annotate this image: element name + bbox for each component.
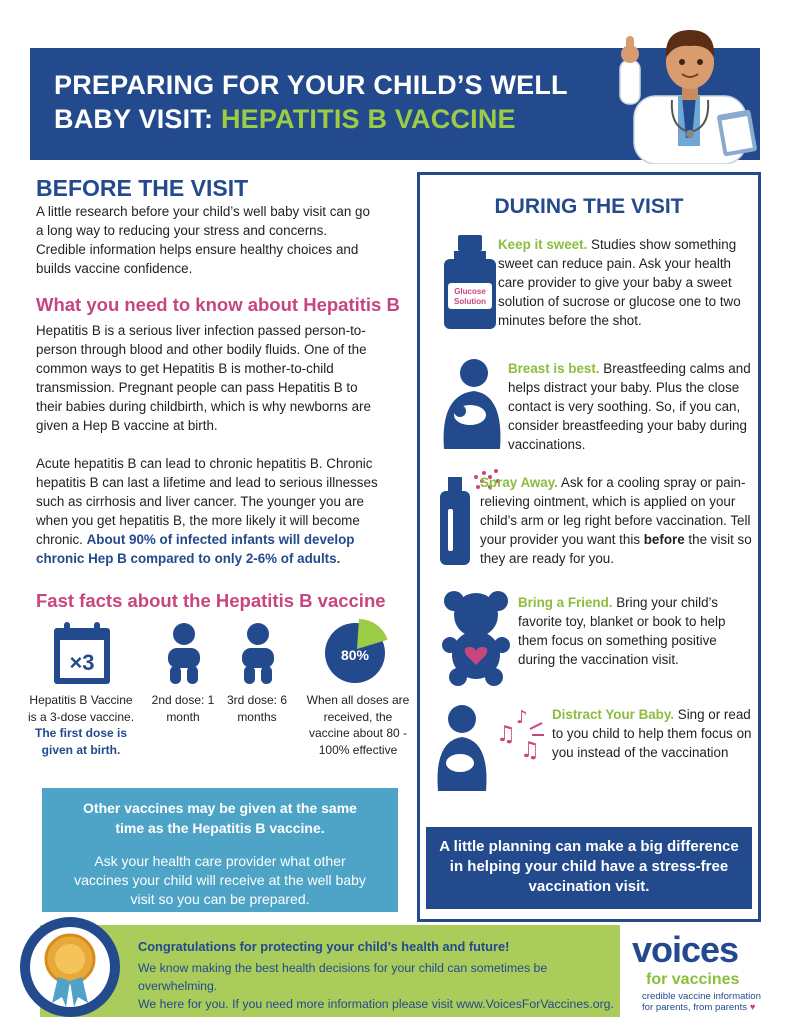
breastfeeding-icon bbox=[438, 357, 506, 449]
title-line2-green: HEPATITIS B VACCINE bbox=[220, 104, 516, 134]
know-heading: What you need to know about Hepatitis B bbox=[36, 294, 400, 315]
during-heading: DURING THE VISIT bbox=[494, 195, 684, 218]
logo-for-vaccines: for vaccines bbox=[646, 971, 740, 988]
tip-keep-sweet-lead: Keep it sweet. bbox=[498, 237, 588, 252]
fact-4: When all doses are received, the vaccine about 80 - 100% effective bbox=[306, 693, 410, 757]
baby-icon-1 bbox=[164, 622, 204, 686]
heart-icon: ♥ bbox=[749, 1002, 756, 1013]
tip-bring-friend bbox=[518, 593, 754, 669]
footer-banner bbox=[40, 925, 620, 1017]
tip-breast-best-lead: Breast is best. bbox=[508, 361, 600, 376]
logo-voices: voices bbox=[632, 929, 739, 970]
svg-text:♫: ♫ bbox=[496, 722, 516, 747]
teddy-bear-icon bbox=[442, 589, 510, 687]
closing-message: A little planning can make a big difference in helping your child have a stress-free vaccination visit. bbox=[426, 827, 752, 909]
page-title bbox=[54, 68, 568, 136]
tip-distract-baby bbox=[552, 705, 756, 762]
voices-for-vaccines-logo[interactable] bbox=[628, 925, 764, 1017]
tip-spray-away-bold: before bbox=[643, 532, 685, 547]
facts-heading: Fast facts about the Hepatitis B vaccine bbox=[36, 590, 386, 611]
tip-bring-friend-text: Bring your child’s favorite toy, blanket or book to help them focus on something positive during the vaccination visit. bbox=[518, 595, 726, 667]
title-line1: PREPARING FOR YOUR CHILD’S WELL bbox=[54, 70, 568, 100]
logo-tagline bbox=[642, 991, 761, 1013]
baby-icon-2 bbox=[238, 622, 278, 686]
tip-keep-sweet-text: Studies show something sweet can reduce pain. Ask your health care provider to give your baby a sweet solution of sucrose or glucose one to two minutes before the shot. bbox=[498, 237, 741, 328]
know-para1: Hepatitis B is a serious liver infection passed person-to-person through blood and other bodily fluids. One of the common ways to get Hepatitis B is mother-to-child transmission. Pregnant people can pass Hepatitis B to their babies during childbirth, which is why newborns are given a Hep B vaccine at birth. bbox=[36, 323, 371, 433]
logo-tagline-1: credible vaccine information bbox=[642, 991, 761, 1002]
tip-bring-friend-lead: Bring a Friend. bbox=[518, 595, 613, 610]
other-vaccines-line1: Other vaccines may be given at the same time as the Hepatitis B vaccine. bbox=[83, 800, 357, 836]
fact-1-bold: The first dose is given at birth. bbox=[34, 726, 128, 757]
fact-1 bbox=[26, 692, 136, 758]
tip-distract-baby-text: Sing or read to you child to help them focus on you instead of the vaccination bbox=[552, 707, 752, 760]
tip-spray-away bbox=[480, 473, 756, 568]
pie-80-percent bbox=[324, 618, 390, 684]
tip-distract-baby-lead: Distract Your Baby. bbox=[552, 707, 675, 722]
singing-parent-icon bbox=[434, 701, 546, 791]
logo-tagline-2: for parents, from parents ♥ bbox=[642, 1002, 756, 1013]
tip-spray-away-lead: Spray Away. bbox=[480, 475, 558, 490]
bottle-label-1: Glucose bbox=[454, 287, 486, 296]
tip-breast-best-text: Breastfeeding calms and helps distract your baby. Plus the close contact is very soothing. So, if you can, consider breastfeeding your baby during vaccinations. bbox=[508, 361, 751, 452]
bottle-label-2: Solution bbox=[454, 297, 486, 306]
other-vaccines-box bbox=[42, 788, 398, 912]
tip-keep-sweet bbox=[498, 235, 753, 330]
calendar-label: ×3 bbox=[69, 650, 95, 675]
calendar-icon bbox=[52, 620, 112, 686]
svg-text:♪: ♪ bbox=[516, 707, 528, 728]
during-section bbox=[417, 172, 761, 922]
pie-label: 80% bbox=[340, 647, 370, 663]
fact-2: 2nd dose: 1 month bbox=[151, 693, 215, 724]
fact-3: 3rd dose: 6 months bbox=[226, 693, 288, 724]
know-para2 bbox=[36, 454, 386, 568]
footer-line1: Congratulations for protecting your child’s health and future! bbox=[138, 939, 510, 954]
glucose-bottle-icon bbox=[442, 233, 498, 331]
other-vaccines-line2: Ask your health care provider what other vaccines your child will receive at the well baby visit so you can be prepared. bbox=[74, 853, 366, 907]
award-ribbon-icon bbox=[18, 915, 122, 1019]
before-intro: A little research before your child’s well baby visit can go a long way to reducing your stress and concerns. Credible information helps ensure healthy choices and builds vaccine confidence. bbox=[36, 204, 370, 276]
before-heading: BEFORE THE VISIT bbox=[36, 175, 249, 201]
title-line2-white: BABY VISIT: bbox=[54, 104, 221, 134]
svg-text:♫: ♫ bbox=[520, 738, 540, 763]
footer-line2: We know making the best health decisions for your child can sometimes be overwhelming. bbox=[138, 961, 548, 993]
know-para2-text: Acute hepatitis B can lead to chronic hepatitis B. Chronic hepatitis B can last a lifetime and lead to serious illnesses such as cirrhosis and liver cancer. The younger you are when you get hepatitis B, the more likely it will become chronic. bbox=[36, 456, 378, 547]
fact-1-text: Hepatitis B Vaccine is a 3-dose vaccine. bbox=[27, 693, 135, 724]
tip-breast-best bbox=[508, 359, 756, 454]
tip-spray-away-end: the visit so they are ready for you. bbox=[480, 532, 752, 566]
footer-body bbox=[138, 959, 618, 1013]
footer-line3[interactable]: We here for you. If you need more information please visit www.VoicesForVaccines.org. bbox=[138, 997, 614, 1011]
tip-spray-away-text: Ask for a cooling spray or pain-relieving ointment, which is applied on your child’s arm or leg right before vaccination. Tell your provider you want this bbox=[480, 475, 751, 547]
doctor-illustration bbox=[612, 8, 762, 164]
know-para2-bold: About 90% of infected infants will develop chronic Hep B compared to only 2-6% of adults. bbox=[36, 532, 355, 566]
